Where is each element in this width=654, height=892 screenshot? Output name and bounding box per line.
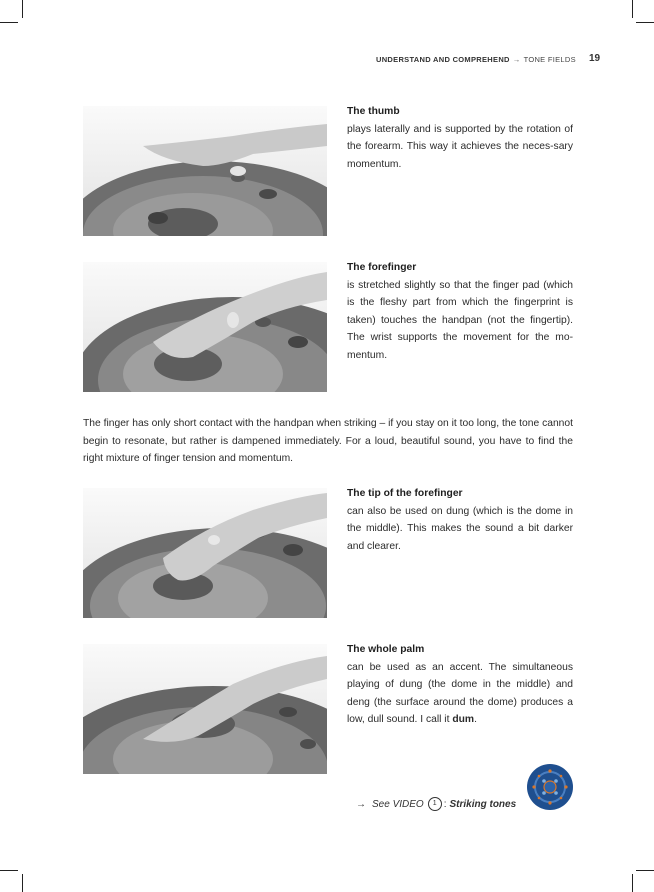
header-arrow: →: [512, 55, 521, 64]
video-colon: :: [443, 798, 447, 810]
header-subsection: TONE FIELDS: [523, 55, 576, 64]
technique-body: is stretched slightly so that the finger pad (which is the fleshy part from which the fingerprint is taken) touches the handpan (not the fingertip). The wrist supports the movement for the mo-mentum.: [347, 279, 573, 361]
qr-code-icon[interactable]: [526, 763, 574, 811]
technique-palm: [347, 641, 573, 729]
photo-thumb-technique: [83, 106, 327, 236]
header-section: UNDERSTAND AND COMPREHEND: [376, 55, 510, 64]
technique-forefinger: [347, 259, 573, 364]
technique-body-emphasis: dum: [452, 714, 475, 725]
crop-mark: [636, 870, 654, 871]
technique-body: can also be used on dung (which is the dome in the middle). This makes the sound a bit darker and clearer.: [347, 505, 573, 552]
body-paragraph: The finger has only short contact with the handpan when striking – if you stay on it too long, the tone cannot begin to resonate, but rather is dampened immediately. For a loud, beautiful sound, you have to find the right mixture of finger tension and momentum.: [83, 418, 573, 464]
technique-body-end: .: [474, 714, 477, 725]
technique-title: The thumb: [347, 106, 400, 117]
crop-mark: [0, 22, 18, 23]
photo-forefinger-technique: [83, 262, 327, 392]
crop-mark: [0, 870, 18, 871]
photo-palm-technique: [83, 644, 327, 774]
technique-title: The forefinger: [347, 262, 417, 273]
crop-mark: [632, 0, 633, 18]
video-see-label: See VIDEO: [372, 798, 424, 810]
running-header: [376, 55, 576, 67]
technique-body-text: can be used as an accent. The simultaneous playing of dung (the dome in the middle) and deng (the surface around the dome) produces a low, dull sound. I call it: [347, 661, 573, 725]
crop-mark: [636, 22, 654, 23]
technique-body: plays laterally and is supported by the rotation of the forearm. This way it achieves the neces-sary momentum.: [347, 123, 573, 170]
video-reference[interactable]: [356, 797, 516, 811]
crop-mark: [22, 0, 23, 18]
technique-title: The tip of the forefinger: [347, 488, 463, 499]
crop-mark: [22, 874, 23, 892]
technique-thumb: [347, 103, 573, 173]
page-number: 19: [589, 53, 601, 64]
technique-title: The whole palm: [347, 644, 425, 655]
technique-body: [347, 659, 573, 729]
photo-fingertip-technique: [83, 488, 327, 618]
video-title: Striking tones: [449, 798, 517, 810]
crop-mark: [632, 874, 633, 892]
technique-fingertip: [347, 485, 573, 555]
video-number-badge: 1: [428, 797, 442, 811]
arrow-icon: →: [356, 798, 366, 810]
